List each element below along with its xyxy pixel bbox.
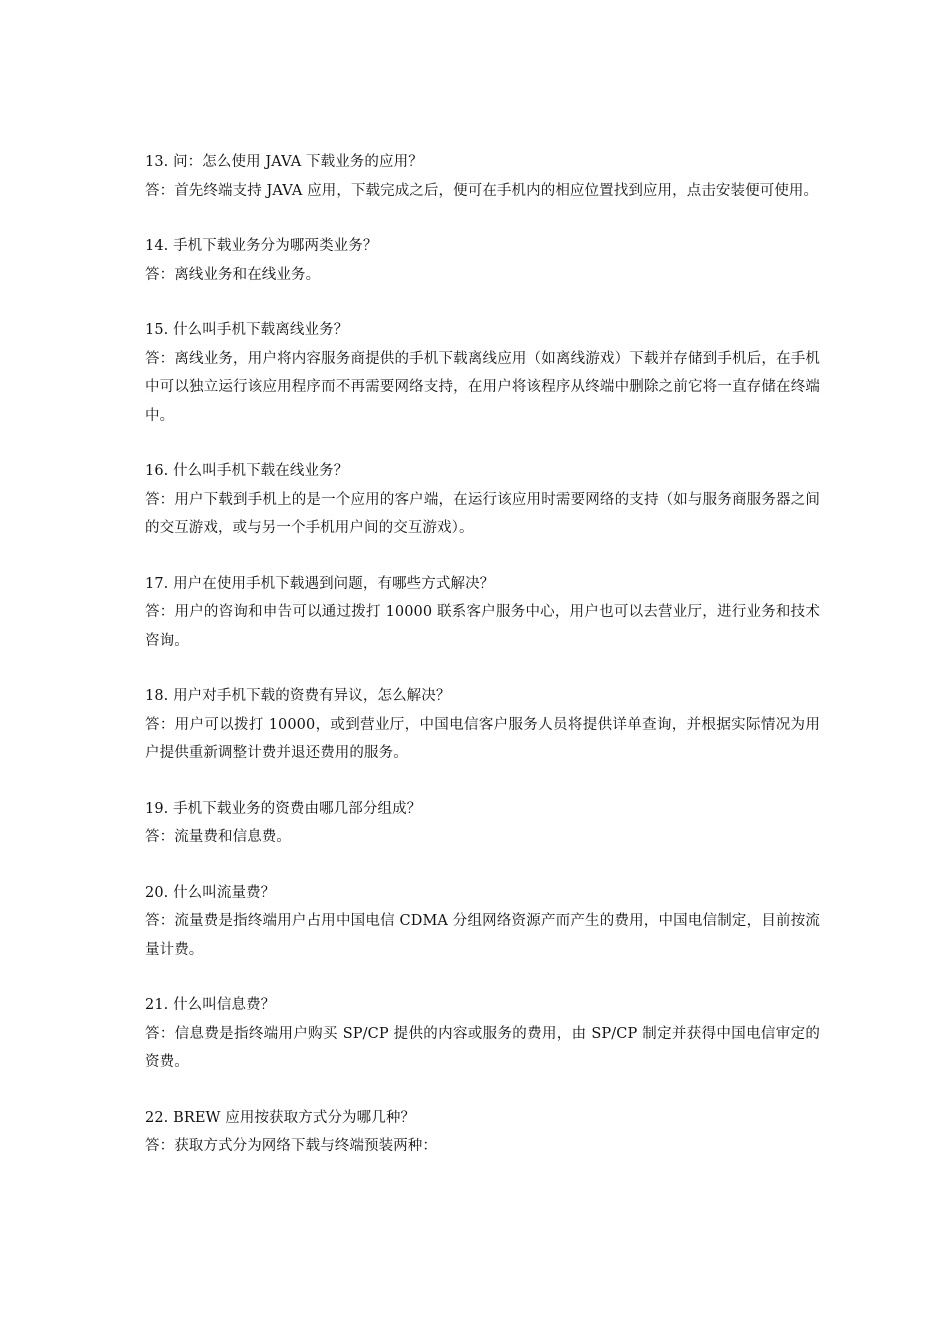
question-text: 19. 手机下载业务的资费由哪几部分组成？ [145, 800, 422, 817]
qa-item-14 [145, 232, 820, 289]
qa-item-18 [145, 682, 820, 768]
qa-item-16 [145, 457, 820, 543]
qa-item-20 [145, 879, 820, 965]
question-text: 13. 问：怎么使用 JAVA 下载业务的应用？ [145, 154, 423, 170]
qa-item-21 [145, 991, 820, 1077]
question-text: 15. 什么叫手机下载离线业务？ [145, 322, 349, 338]
answer-text: 答：流量费和信息费。 [145, 829, 291, 845]
answer-text: 答：离线业务和在线业务。 [145, 266, 321, 283]
document-page [145, 148, 820, 1188]
question-text: 20. 什么叫流量费？ [145, 884, 276, 901]
qa-item-22 [145, 1104, 820, 1161]
question-text: 16. 什么叫手机下载在线业务？ [145, 463, 349, 479]
answer-text: 答：用户可以拨打 10000，或到营业厅，中国电信客户服务人员将提供详单查询，并根据实际情况为用户提供重新调整计费并退还费用的服务。 [145, 716, 820, 761]
question-text: 22. BREW 应用按获取方式分为哪几种？ [145, 1109, 416, 1126]
answer-text: 答：用户的咨询和申告可以通过拨打 10000 联系客户服务中心，用户也可以去营业厅，进行业务和技术咨询。 [145, 604, 820, 649]
qa-item-15 [145, 316, 820, 430]
qa-item-19 [145, 795, 820, 852]
answer-text: 答：流量费是指终端用户占用中国电信 CDMA 分组网络资源产而产生的费用，中国电信制定，目前按流量计费。 [145, 913, 820, 958]
question-text: 18. 用户对手机下载的资费有异议，怎么解决？ [145, 688, 451, 704]
answer-text: 答：信息费是指终端用户购买 SP/CP 提供的内容或服务的费用，由 SP/CP 制定并获得中国电信审定的资费。 [145, 1025, 820, 1070]
answer-text: 答：离线业务，用户将内容服务商提供的手机下载离线应用（如离线游戏）下载并存储到手机后，在手机中可以独立运行该应用程序而不再需要网络支持，在用户将该程序从终端中删除之前它将一直存储在终端中。 [145, 350, 820, 424]
answer-text: 答：用户下载到手机上的是一个应用的客户端，在运行该应用时需要网络的支持（如与服务商服务器之间的交互游戏，或与另一个手机用户间的交互游戏）。 [145, 491, 820, 536]
answer-text: 答：获取方式分为网络下载与终端预装两种： [145, 1138, 437, 1154]
question-text: 14. 手机下载业务分为哪两类业务？ [145, 238, 378, 254]
qa-item-17 [145, 570, 820, 656]
question-text: 21. 什么叫信息费？ [145, 997, 276, 1013]
question-text: 17. 用户在使用手机下载遇到问题，有哪些方式解决？ [145, 575, 495, 592]
answer-text: 答：首先终端支持 JAVA 应用，下载完成之后，便可在手机内的相应位置找到应用，点击安装便可使用。 [145, 182, 819, 199]
qa-item-13 [145, 148, 820, 205]
